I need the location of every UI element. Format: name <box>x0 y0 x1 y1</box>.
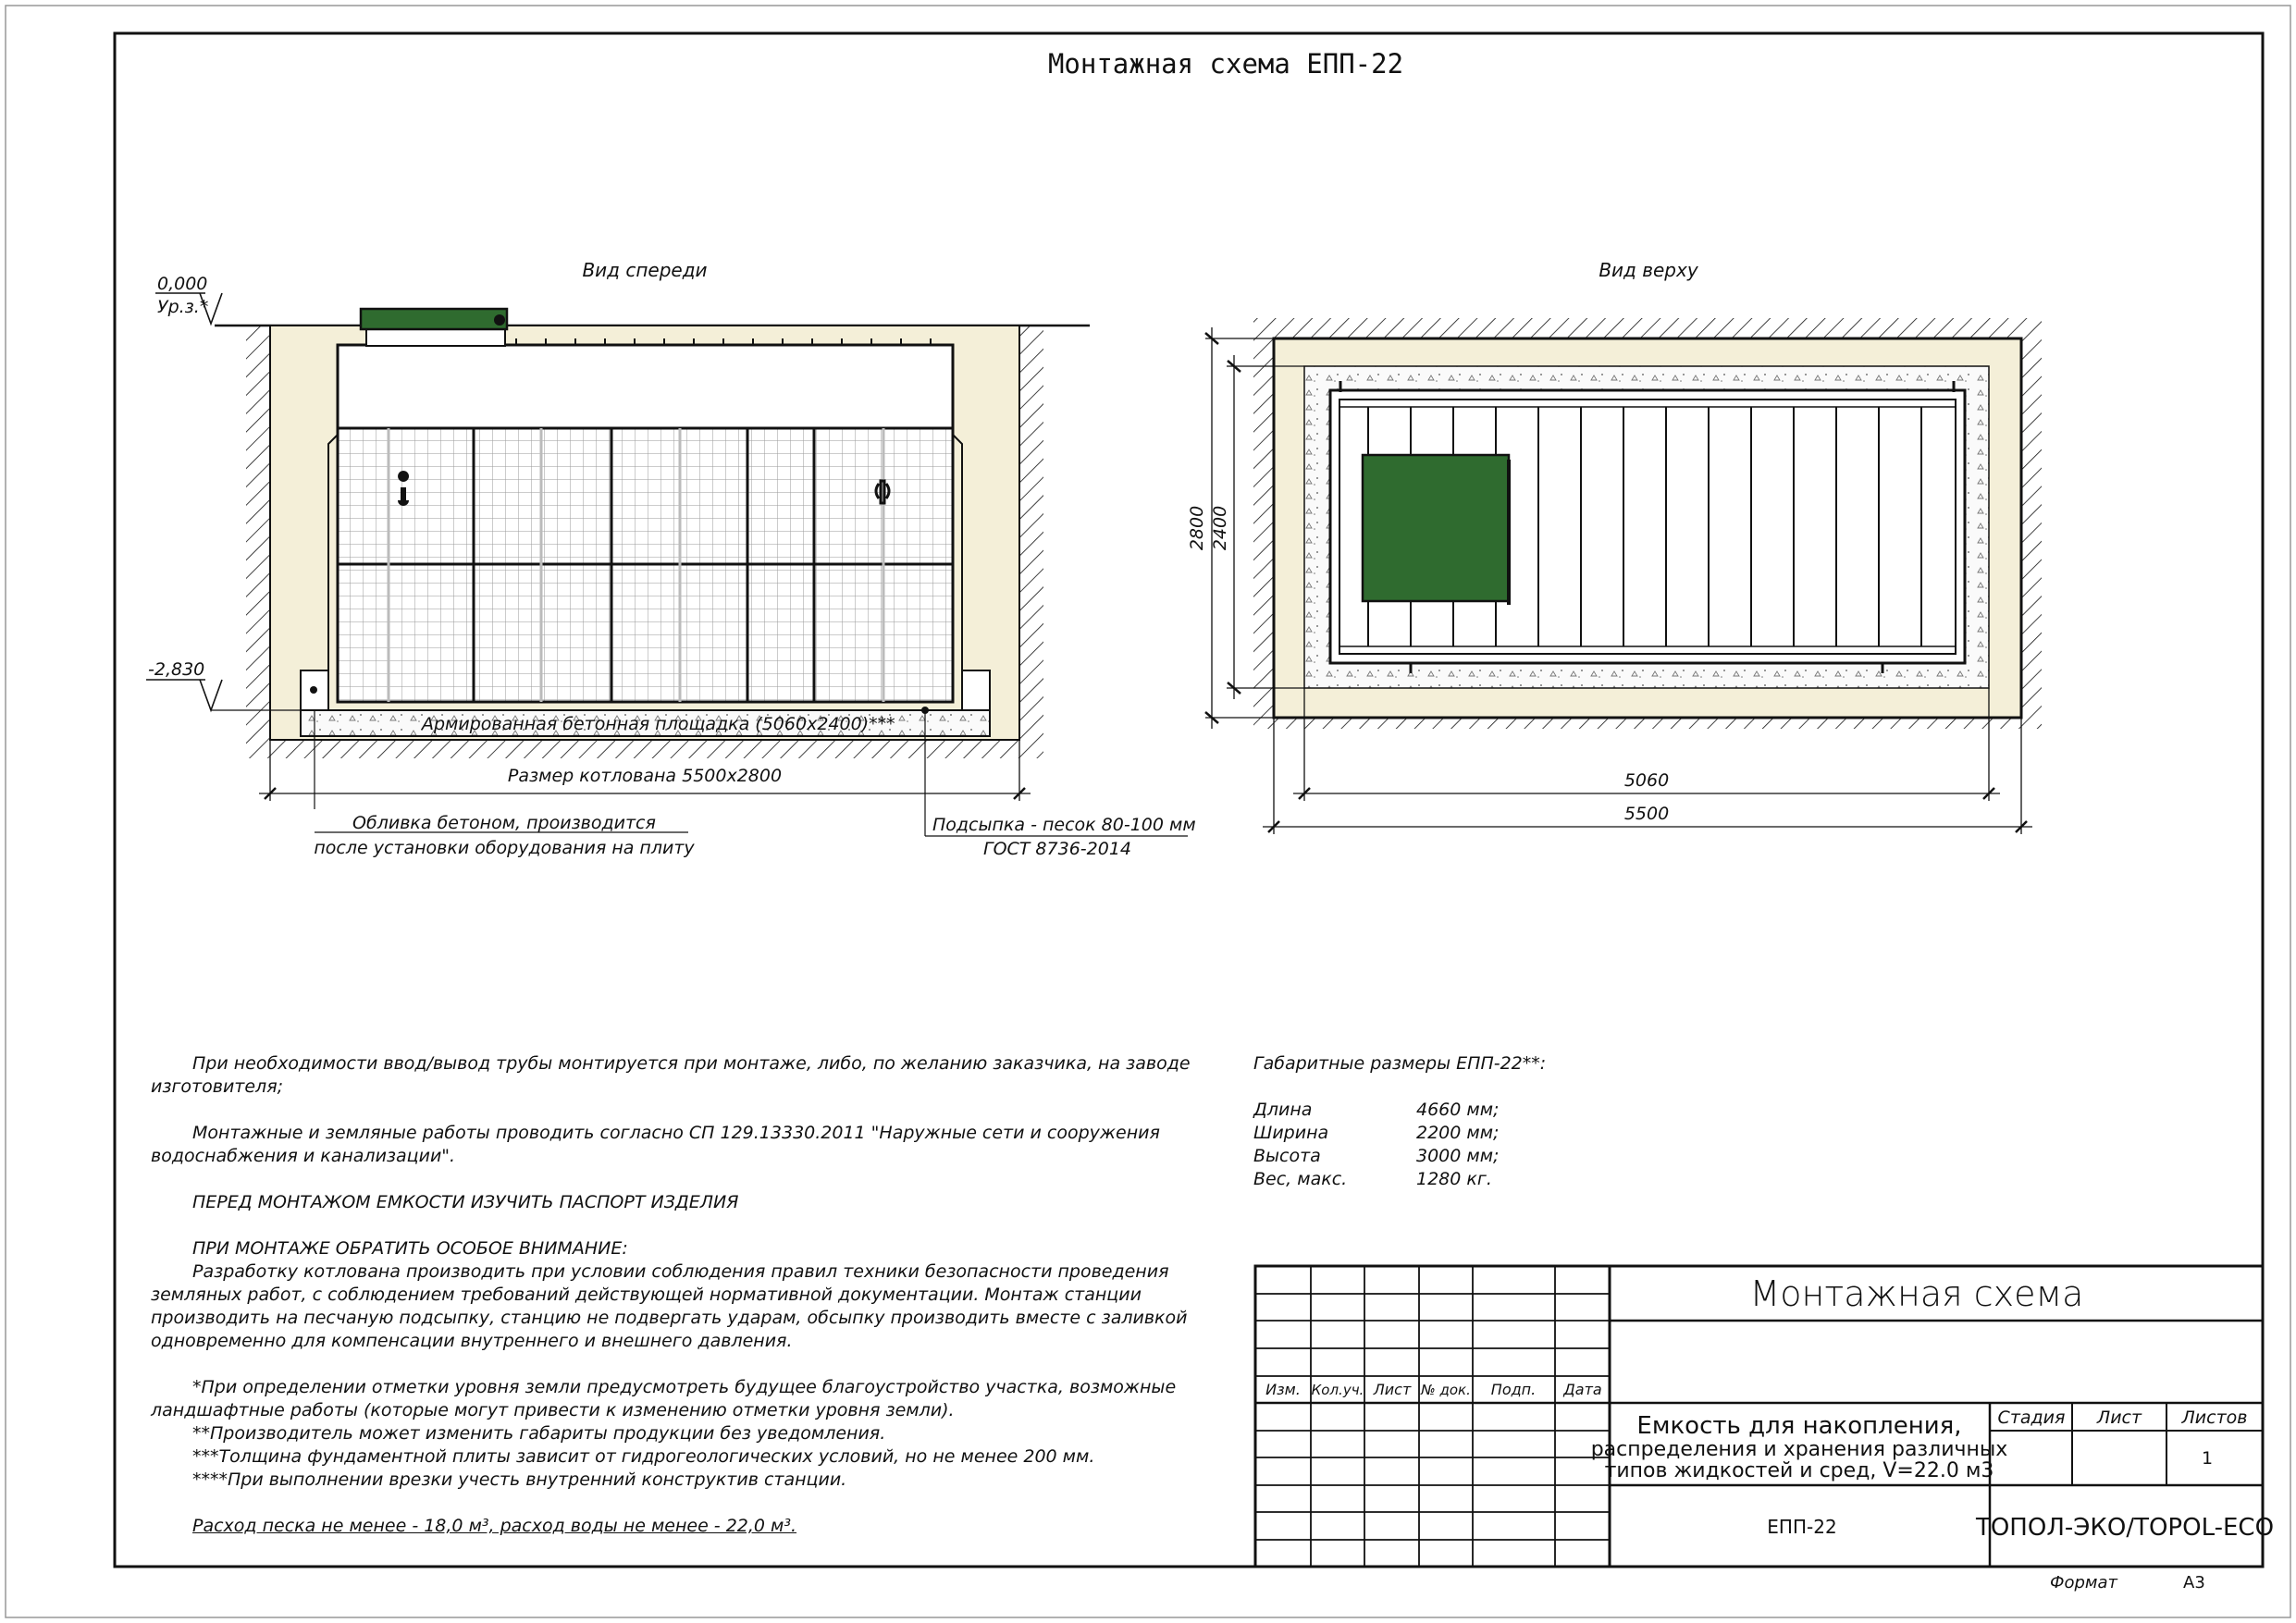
top-view-label: Вид верху <box>1599 259 1698 281</box>
dim-label: Ширина <box>1253 1123 1329 1143</box>
consumption-note: Расход песка не менее - 18,0 м³, расход воды не менее - 22,0 м³. <box>192 1516 797 1536</box>
format-value: А3 <box>2183 1573 2205 1592</box>
format-label: Формат <box>2050 1573 2118 1592</box>
concrete-pour-right <box>962 670 990 710</box>
dim-value: 2200 мм; <box>1416 1123 1500 1143</box>
document-code: ЕПП-22 <box>1767 1516 1837 1538</box>
top-hatch-lid <box>1363 455 1509 601</box>
dim-value: 4660 мм; <box>1416 1100 1500 1120</box>
bottom-level: -2,830 <box>148 659 205 680</box>
table-row <box>1253 1145 1499 1168</box>
stage-header: Стадия <box>1997 1408 2066 1428</box>
pit-size-label: Размер котлована 5500х2800 <box>507 766 783 786</box>
dim-label: Высота <box>1253 1146 1321 1166</box>
description-3: типов жидкостей и сред, V=22.0 м3 <box>1604 1459 1994 1482</box>
description-2: распределения и хранения различных <box>1590 1438 2008 1461</box>
header-izm: Изм. <box>1265 1381 1301 1398</box>
footnote-1: *При определении отметки уровня земли предусмотреть будущее благоустройство участка, возможные ландшафтные работы (которые могут привести к изменению отметки уровня земли). <box>151 1377 1177 1420</box>
installation-notes <box>151 1052 1224 1538</box>
table-row <box>1253 1168 1499 1191</box>
sand-note-2: ГОСТ 8736-2014 <box>982 839 1132 859</box>
note-attention-head: ПРИ МОНТАЖЕ ОБРАТИТЬ ОСОБОЕ ВНИМАНИЕ: <box>192 1238 628 1259</box>
bottom-level-arrow <box>200 680 222 710</box>
concrete-note-2: после установки оборудования на плиту <box>314 838 695 858</box>
hatch-hinge-icon <box>494 314 505 326</box>
dimensions-table <box>1253 1099 1499 1191</box>
note-pipe: При необходимости ввод/вывод трубы монтируется при монтаже, либо, по желанию заказчика, на заводе изготовителя; <box>151 1053 1191 1097</box>
sheet-header: Лист <box>2096 1408 2142 1428</box>
hatch-lid <box>361 309 507 329</box>
dim-label: Длина <box>1253 1100 1313 1120</box>
dim-width-outer: 2800 <box>1187 505 1207 551</box>
header-podp: Подп. <box>1490 1381 1537 1398</box>
dim-width-inner: 2400 <box>1210 505 1230 551</box>
header-data: Дата <box>1563 1381 1602 1398</box>
footnote-4: ****При выполнении врезки учесть внутренний конструктив станции. <box>192 1469 847 1490</box>
title-block-headers <box>1265 1381 1602 1398</box>
ground-level-label: Ур.з.* <box>157 297 209 317</box>
dimensions-title: Габаритные размеры ЕПП-22**: <box>1253 1053 1547 1074</box>
overall-dimensions <box>1253 1052 1660 1191</box>
note-standards: Монтажные и земляные работы проводить согласно СП 129.13330.2011 "Наружные сети и сооружения водоснабжения и канализации". <box>151 1123 1160 1166</box>
dim-value: 1280 кг. <box>1416 1169 1492 1189</box>
header-list: Лист <box>1373 1381 1412 1398</box>
description-1: Емкость для накопления, <box>1636 1412 1962 1440</box>
sheets-header: Листов <box>2181 1408 2248 1428</box>
drawing-title: Монтажная схема ЕПП-22 <box>1047 48 1404 80</box>
slab-label: Армированная бетонная площадка (5060х2400)*** <box>422 714 895 734</box>
dim-length-inner: 5060 <box>1623 770 1670 791</box>
footnote-2: **Производитель может изменить габариты продукции без уведомления. <box>192 1423 886 1444</box>
top-view <box>1187 259 2042 834</box>
dim-label: Вес, макс. <box>1253 1169 1348 1189</box>
concrete-note-1: Обливка бетоном, производится <box>352 813 656 833</box>
sheets-value: 1 <box>2201 1448 2214 1469</box>
company-name: ТОПОЛ-ЭКО/TOPOL-ECO <box>1975 1514 2275 1542</box>
front-view-label: Вид спереди <box>582 259 708 281</box>
anchor-left-icon <box>310 686 317 694</box>
note-attention-body: Разработку котлована производить при условии соблюдения правил техники безопасности проведения земляных работ, с соблюдением требований действующей нормативной документации. Монтаж станции производить на песчаную подсыпку, станцию не подвергать ударам, обсыпку производить вместе с заливкой одновременно для компенсации внутреннего и внешнего давления. <box>151 1261 1188 1351</box>
sand-note-1: Подсыпка - песок 80-100 мм <box>932 815 1196 835</box>
dim-length-outer: 5500 <box>1623 804 1670 824</box>
header-doc: № док. <box>1421 1382 1471 1398</box>
table-row <box>1253 1122 1499 1145</box>
front-view <box>146 259 1196 859</box>
sheet-title: Монтажная схема <box>1749 1273 2084 1314</box>
footnote-3: ***Толщина фундаментной плиты зависит от гидрогеологических условий, но не менее 200 мм. <box>192 1446 1095 1467</box>
dim-value: 3000 мм; <box>1416 1146 1500 1166</box>
table-row <box>1253 1099 1499 1122</box>
soil-left <box>246 326 270 740</box>
soil-right <box>1019 326 1043 740</box>
soil-bottom <box>246 740 1043 758</box>
header-kol-uch: Кол.уч. <box>1311 1382 1364 1398</box>
note-passport: ПЕРЕД МОНТАЖОМ ЕМКОСТИ ИЗУЧИТЬ ПАСПОРТ ИЗДЕЛИЯ <box>192 1192 739 1212</box>
ground-level-value: 0,000 <box>157 274 208 294</box>
tank-upper <box>338 345 953 428</box>
